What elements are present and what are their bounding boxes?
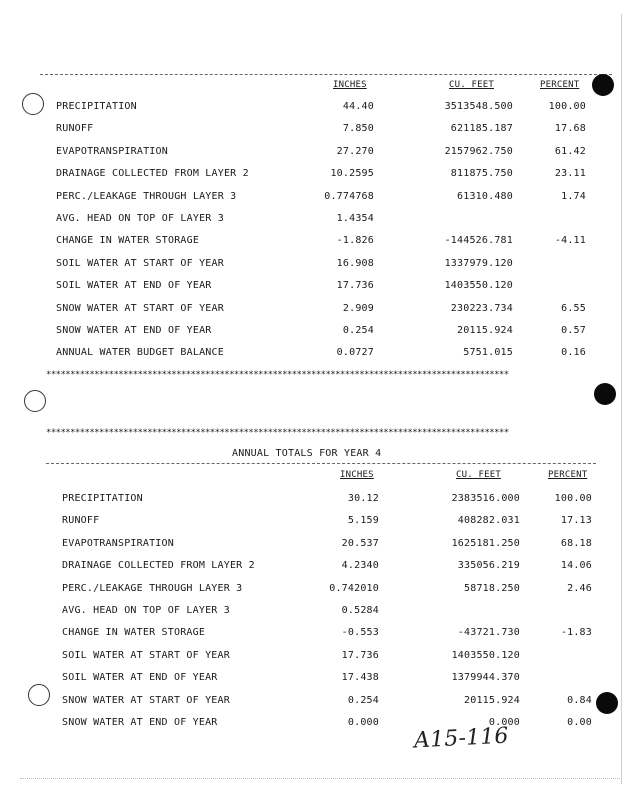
row-inches: 17.736 xyxy=(341,649,379,661)
row-label: DRAINAGE COLLECTED FROM LAYER 2 xyxy=(62,560,255,572)
y3-header-percent: PERCENT xyxy=(540,80,580,90)
row-percent: 68.18 xyxy=(560,537,592,549)
row-cuft: 0.000 xyxy=(488,717,520,728)
row-label: PERC./LEAKAGE THROUGH LAYER 3 xyxy=(56,190,237,202)
scan-edge-line xyxy=(621,14,622,784)
row-inches: 5.159 xyxy=(347,515,379,527)
row-cuft: 20115.924 xyxy=(464,694,520,706)
row-label: RUNOFF xyxy=(62,515,100,527)
row-label: CHANGE IN WATER STORAGE xyxy=(56,235,200,247)
row-inches: 1.4354 xyxy=(336,213,374,224)
row-label: SNOW WATER AT START OF YEAR xyxy=(56,302,224,314)
row-percent: 0.57 xyxy=(561,325,586,336)
row-percent: -4.11 xyxy=(554,235,586,247)
year4-title: ANNUAL TOTALS FOR YEAR 4 xyxy=(232,448,382,459)
row-cuft: 2157962.750 xyxy=(444,145,513,157)
row-label: PERC./LEAKAGE THROUGH LAYER 3 xyxy=(62,582,243,594)
row-inches: 27.270 xyxy=(336,145,374,157)
row-inches: 30.12 xyxy=(347,493,379,504)
row-percent: 1.74 xyxy=(561,190,586,202)
row-inches: 0.254 xyxy=(342,325,374,336)
row-inches: 17.736 xyxy=(336,280,374,292)
row-cuft: 58718.250 xyxy=(464,582,520,594)
row-percent: 2.46 xyxy=(567,582,592,594)
row-label: EVAPOTRANSPIRATION xyxy=(56,145,168,157)
star-separator-2: ************************************************************************************************ xyxy=(46,428,509,438)
binder-hole-filled xyxy=(594,383,616,405)
row-label: AVG. HEAD ON TOP OF LAYER 3 xyxy=(62,605,230,616)
row-cuft: 230223.734 xyxy=(450,302,513,314)
row-cuft: 5751.015 xyxy=(463,347,513,359)
row-inches: 2.909 xyxy=(342,302,374,314)
row-inches: 17.438 xyxy=(341,672,379,684)
row-percent: 6.55 xyxy=(561,302,586,314)
row-percent: 17.68 xyxy=(554,123,586,135)
row-label: SOIL WATER AT END OF YEAR xyxy=(56,280,212,292)
binder-hole-filled xyxy=(596,692,618,714)
row-label: PRECIPITATION xyxy=(56,101,137,112)
row-inches: 0.742010 xyxy=(329,582,379,594)
row-cuft: -144526.781 xyxy=(444,235,513,247)
row-label: PRECIPITATION xyxy=(62,493,143,504)
row-inches: 7.850 xyxy=(342,123,374,135)
row-percent: 61.42 xyxy=(554,145,586,157)
row-cuft: 20115.924 xyxy=(457,325,513,336)
row-inches: 10.2595 xyxy=(330,168,374,180)
row-cuft: 2383516.000 xyxy=(451,493,520,504)
row-inches: -0.553 xyxy=(341,627,379,639)
y3-header-inches: INCHES xyxy=(333,80,367,90)
bottom-edge xyxy=(20,778,620,779)
binder-hole-open xyxy=(28,684,50,706)
y4-header-inches: INCHES xyxy=(340,470,374,480)
row-inches: 0.0727 xyxy=(336,347,374,359)
row-cuft: 1337979.120 xyxy=(444,257,513,269)
row-cuft: 408282.031 xyxy=(457,515,520,527)
row-label: SNOW WATER AT END OF YEAR xyxy=(62,717,218,728)
row-label: SOIL WATER AT START OF YEAR xyxy=(62,649,230,661)
row-cuft: 1625181.250 xyxy=(451,537,520,549)
row-inches: 0.254 xyxy=(347,694,379,706)
row-percent: 0.00 xyxy=(567,717,592,728)
y4-header-cuft: CU. FEET xyxy=(456,470,501,480)
handwritten-page-id: A15-116 xyxy=(413,723,510,754)
row-percent: 14.06 xyxy=(560,560,592,572)
row-cuft: 621185.187 xyxy=(450,123,513,135)
row-cuft: -43721.730 xyxy=(457,627,520,639)
row-inches: 20.537 xyxy=(341,537,379,549)
binder-hole-filled xyxy=(592,74,614,96)
row-inches: 0.000 xyxy=(347,717,379,728)
row-inches: 0.5284 xyxy=(341,605,379,616)
row-label: EVAPOTRANSPIRATION xyxy=(62,537,174,549)
row-label: DRAINAGE COLLECTED FROM LAYER 2 xyxy=(56,168,249,180)
year4-separator xyxy=(46,463,596,464)
row-percent: 100.00 xyxy=(548,101,586,112)
row-percent: 0.16 xyxy=(561,347,586,359)
row-label: SOIL WATER AT END OF YEAR xyxy=(62,672,218,684)
row-label: SNOW WATER AT START OF YEAR xyxy=(62,694,230,706)
row-percent: 23.11 xyxy=(554,168,586,180)
row-label: AVG. HEAD ON TOP OF LAYER 3 xyxy=(56,213,224,224)
row-cuft: 1403550.120 xyxy=(451,649,520,661)
row-label: RUNOFF xyxy=(56,123,94,135)
row-cuft: 335056.219 xyxy=(457,560,520,572)
row-cuft: 61310.480 xyxy=(457,190,513,202)
row-inches: -1.826 xyxy=(336,235,374,247)
row-cuft: 1379944.370 xyxy=(451,672,520,684)
row-percent: 0.84 xyxy=(567,694,592,706)
row-inches: 4.2340 xyxy=(341,560,379,572)
y4-header-percent: PERCENT xyxy=(548,470,588,480)
row-label: SOIL WATER AT START OF YEAR xyxy=(56,257,224,269)
row-percent: 100.00 xyxy=(554,493,592,504)
binder-hole-open xyxy=(22,93,44,115)
row-label: ANNUAL WATER BUDGET BALANCE xyxy=(56,347,224,359)
y3-header-cuft: CU. FEET xyxy=(449,80,494,90)
row-cuft: 3513548.500 xyxy=(444,101,513,112)
binder-hole-open xyxy=(24,390,46,412)
row-inches: 16.908 xyxy=(336,257,374,269)
row-label: CHANGE IN WATER STORAGE xyxy=(62,627,206,639)
row-cuft: 1403550.120 xyxy=(444,280,513,292)
top-separator xyxy=(40,74,612,75)
star-separator-1: ************************************************************************************************ xyxy=(46,370,509,380)
row-cuft: 811875.750 xyxy=(450,168,513,180)
row-label: SNOW WATER AT END OF YEAR xyxy=(56,325,212,336)
row-inches: 0.774768 xyxy=(324,190,374,202)
row-percent: -1.83 xyxy=(560,627,592,639)
row-inches: 44.40 xyxy=(342,101,374,112)
row-percent: 17.13 xyxy=(560,515,592,527)
